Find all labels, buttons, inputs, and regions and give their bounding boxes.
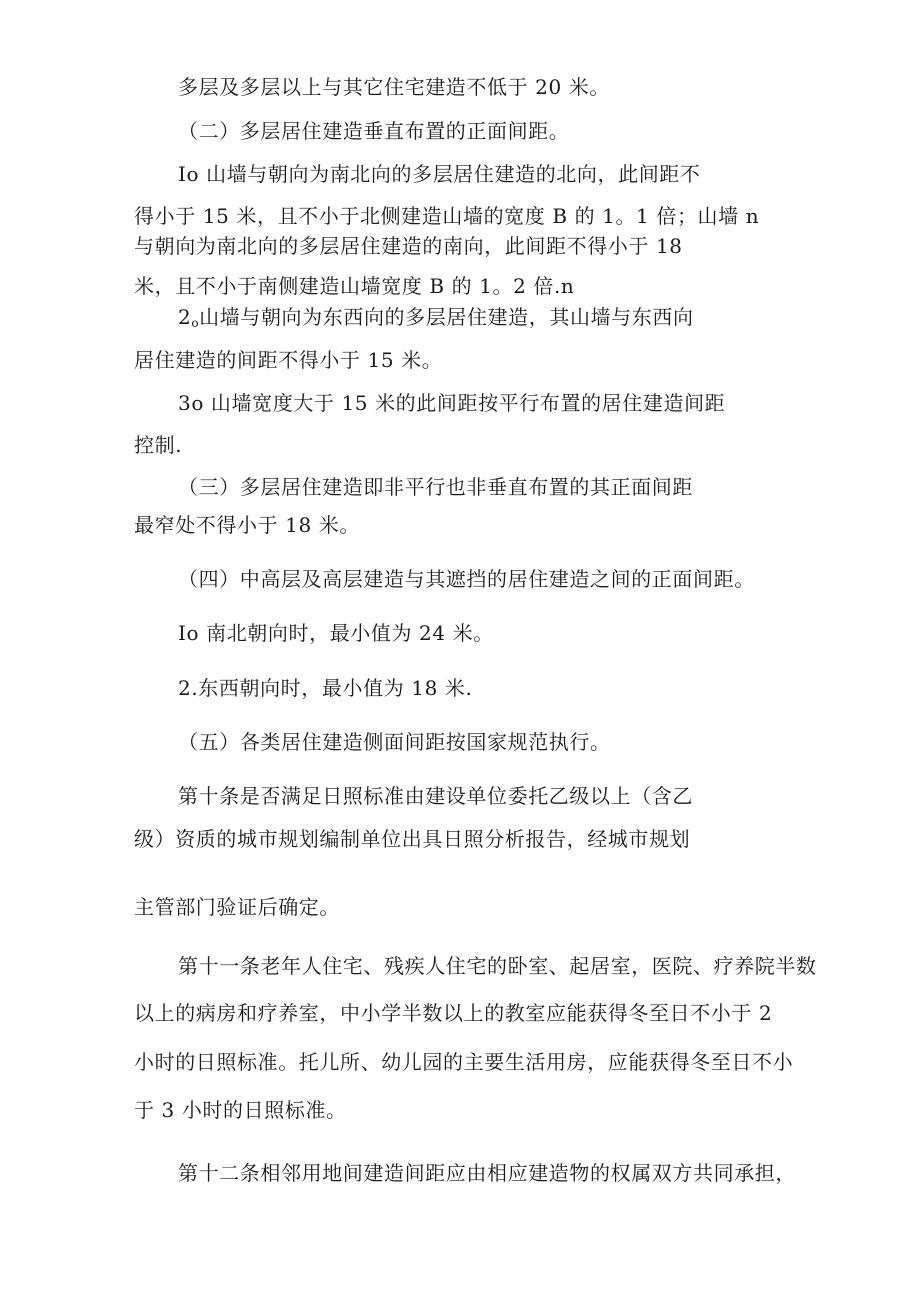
item-number-subscript: o <box>191 316 200 330</box>
section-heading-5: （五）各类居住建造侧面间距按国家规范执行。 <box>178 730 611 754</box>
article-11-line-1: 第十一条老年人住宅、残疾人住宅的卧室、起居室，医院、疗养院半数 <box>178 954 817 978</box>
paragraph-line-15: 2.东西朝向时，最小值为 18 米. <box>178 676 473 700</box>
article-11-line-2: 以上的病房和疗养室，中小学半数以上的教室应能获得冬至日不小于 2 <box>134 1001 773 1025</box>
article-12-line-1: 第十二条相邻用地间建造间距应由相应建造物的权属双方共同承担， <box>178 1161 796 1185</box>
paragraph-line-8: 居住建造的间距不得小于 15 米。 <box>134 348 443 372</box>
paragraph-line-9: 3o 山墙宽度大于 15 米的此间距按平行布置的居住建造间距 <box>178 391 726 415</box>
paragraph-line-5: 与朝向为南北向的多层居住建造的南向，此间距不得小于 18 <box>134 234 683 258</box>
item-text: 山墙与朝向为东西向的多层居住建造，其山墙与东西向 <box>199 305 694 329</box>
section-heading-2: （二）多层居住建造垂直布置的正面间距。 <box>178 119 570 143</box>
item-number: 2 <box>178 305 192 329</box>
article-10-line-2: 级）资质的城市规划编制单位出具日照分析报告，经城市规划 <box>134 827 691 851</box>
paragraph-line-10: 控制. <box>134 433 183 457</box>
article-10-line-3: 主管部门验证后确定。 <box>134 895 340 919</box>
article-11-line-3: 小时的日照标准。托儿所、幼儿园的主要生活用房，应能获得冬至日不小 <box>134 1050 794 1074</box>
paragraph-line-12: 最窄处不得小于 18 米。 <box>134 513 360 537</box>
article-10-line-1: 第十条是否满足日照标准由建设单位委托乙级以上（含乙 <box>178 784 693 808</box>
section-heading-3: （三）多层居住建造即非平行也非垂直布置的其正面间距 <box>178 475 693 499</box>
article-11-line-4: 于 3 小时的日照标准。 <box>134 1098 347 1122</box>
paragraph-line-6: 米，且不小于南侧建造山墙宽度 B 的 1。2 倍.n <box>134 274 575 298</box>
paragraph-line-4: 得小于 15 米，且不小于北侧建造山墙的宽度 B 的 1。1 倍；山墙 n <box>134 204 760 228</box>
paragraph-line-7 <box>178 304 694 336</box>
section-heading-4: （四）中高层及高层建造与其遮挡的居住建造之间的正面间距。 <box>178 567 755 591</box>
paragraph-line-14: Io 南北朝向时，最小值为 24 米。 <box>178 621 494 645</box>
paragraph-line-3: Io 山墙与朝向为南北向的多层居住建造的北向，此间距不 <box>178 162 701 186</box>
paragraph-line-1: 多层及多层以上与其它住宅建造不低于 20 米。 <box>178 75 610 99</box>
